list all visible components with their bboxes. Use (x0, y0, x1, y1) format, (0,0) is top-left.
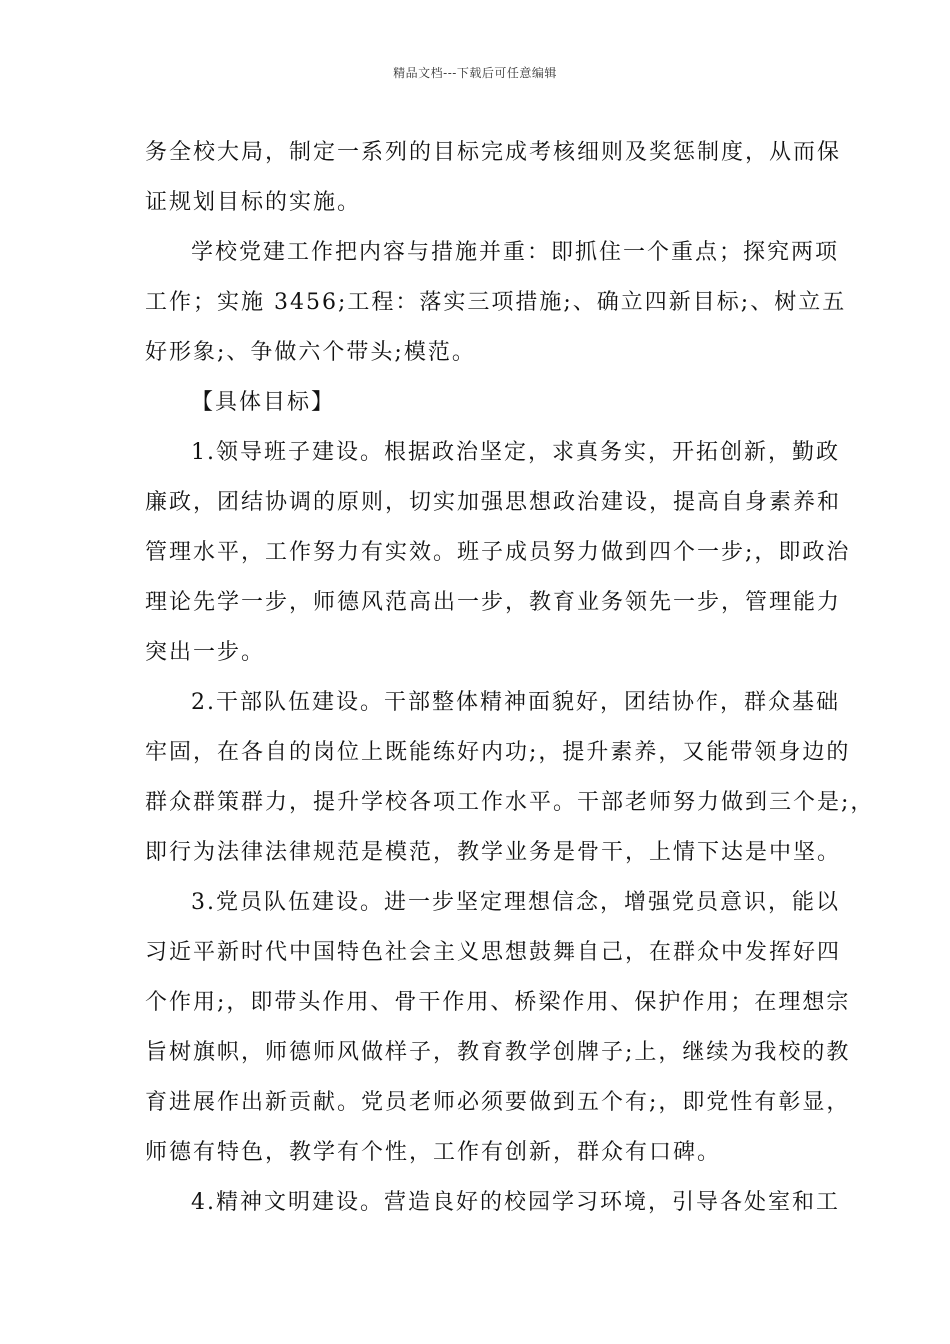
text-line: 工作；实施 3456;工程：落实三项措施;、确立四新目标;、树立五 (145, 290, 847, 315)
page-header: 精品文档---下载后可任意编辑 (393, 66, 557, 80)
text-line: 廉政，团结协调的原则，切实加强思想政治建设，提高自身素养和 (145, 490, 842, 515)
paragraph-item-4 (145, 1178, 840, 1228)
text-line: 学校党建工作把内容与措施并重：即抓住一个重点；探究两项 (191, 240, 840, 265)
text-line: 旨树旗帜，师德师风做样子，教育教学创牌子;上，继续为我校的教 (145, 1040, 851, 1065)
text-line: 证规划目标的实施。 (145, 190, 362, 215)
text-line: 个作用;，即带头作用、骨干作用、桥梁作用、保护作用；在理想宗 (145, 990, 851, 1015)
text-line: 育进展作出新贡献。党员老师必须要做到五个有;，即党性有彰显， (145, 1090, 851, 1115)
text-line: 4.精神文明建设。营造良好的校园学习环境，引导各处室和工 (191, 1190, 840, 1215)
text-line: 群众群策群力，提升学校各项工作水平。干部老师努力做到三个是;， (145, 790, 875, 815)
text-line: 管理水平，工作努力有实效。班子成员努力做到四个一步;，即政治 (145, 540, 851, 565)
paragraph-item-2 (145, 678, 875, 878)
text-line: 3.党员队伍建设。进一步坚定理想信念，增强党员意识，能以 (191, 890, 840, 915)
document-body (145, 128, 875, 1228)
paragraph-item-1 (145, 428, 851, 678)
text-line: 突出一步。 (145, 640, 266, 665)
section-heading (145, 378, 813, 428)
text-line: 牢固，在各自的岗位上既能练好内功;，提升素养，又能带领身边的 (145, 740, 851, 765)
text-line: 师德有特色，教学有个性，工作有创新，群众有口碑。 (145, 1140, 722, 1165)
text-line: 2.干部队伍建设。干部整体精神面貌好，团结协作，群众基础 (191, 690, 840, 715)
paragraph-item-3 (145, 878, 851, 1178)
text-line: 1.领导班子建设。根据政治坚定，求真务实，开拓创新，勤政 (191, 440, 840, 465)
text-line: 习近平新时代中国特色社会主义思想鼓舞自己，在群众中发挥好四 (145, 940, 842, 965)
text-line: 理论先学一步，师德风范高出一步，教育业务领先一步，管理能力 (145, 590, 842, 615)
text-line: 即行为法律法律规范是模范，教学业务是骨干，上情下达是中坚。 (145, 840, 842, 865)
text-line: 好形象;、争做六个带头;模范。 (145, 340, 476, 365)
paragraph-continuation (145, 128, 842, 228)
paragraph-party-building (145, 228, 847, 378)
heading-text: 【具体目标】 (191, 390, 336, 415)
text-line: 务全校大局，制定一系列的目标完成考核细则及奖惩制度，从而保 (145, 140, 842, 165)
